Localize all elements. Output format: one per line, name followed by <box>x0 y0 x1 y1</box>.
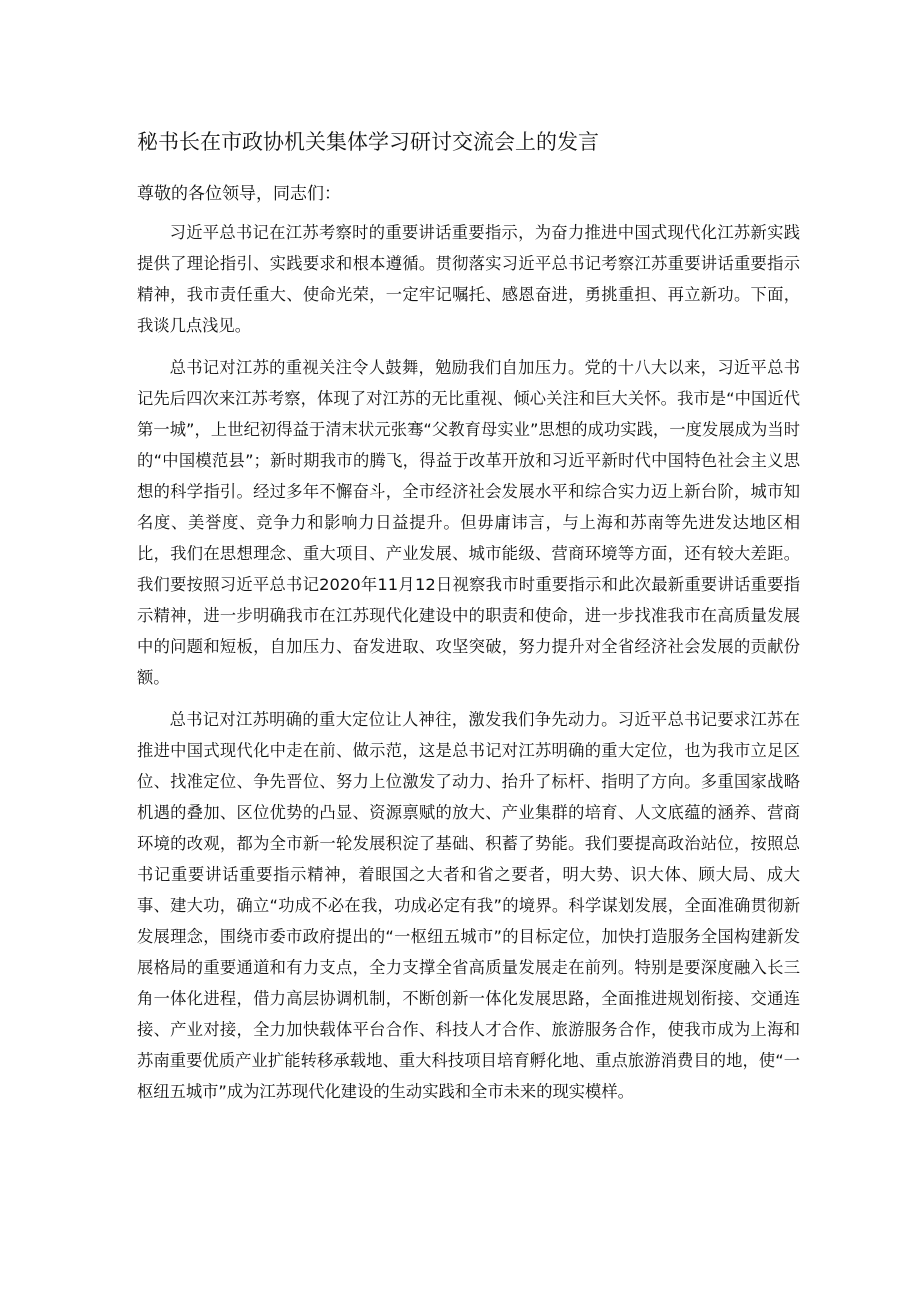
salutation: 尊敬的各位领导，同志们： <box>137 184 341 204</box>
document-title: 秘书长在市政协机关集体学习研讨交流会上的发言 <box>137 130 599 154</box>
paragraph-positioning: 总书记对江苏明确的重大定位让人神往，激发我们争先动力。习近平总书记要求江苏在推进中国式现代化中走在前、做示范，这是总书记对江苏明确的重大定位，也为我市立足区位、找准定位、争先晋位、努力上位激发了动力、抬升了标杆、指明了方向。多重国家战略机遇的叠加、区位优势的凸显、资源禀赋的放大、产业集群的培育、人文底蕴的涵养、营商环境的改观，都为全市新一轮发展积淀了基础、积蓄了势能。我们要提高政治站位，按照总书记重要讲话重要指示精神，着眼国之大者和省之要者，明大势、识大体、顾大局、成大事、建大功，确立“功成不必在我，功成必定有我”的境界。科学谋划发展，全面准确贯彻新发展理念，围绕市委市政府提出的“一枢纽五城市”的目标定位，加快打造服务全国构建新发展格局的重要通道和有力支点，全力支撑全省高质量发展走在前列。特别是要深度融入长三角一体化进程，借力高层协调机制，不断创新一体化发展思路，全面推进规划衔接、交通连接、产业对接，全力加快载体平台合作、科技人才合作、旅游服务合作，使我市成为上海和苏南重要优质产业扩能转移承载地、重大科技项目培育孵化地、重点旅游消费目的地，使“一枢纽五城市”成为江苏现代化建设的生动实践和全市未来的现实模样。 <box>137 710 800 1101</box>
document-body <box>137 217 800 1118</box>
paragraph-intro: 习近平总书记在江苏考察时的重要讲话重要指示，为奋力推进中国式现代化江苏新实践提供了理论指引、实践要求和根本遵循。贯彻落实习近平总书记考察江苏重要讲话重要指示精神，我市责任重大、使命光荣，一定牢记嘱托、感恩奋进，勇挑重担、再立新功。下面，我谈几点浅见。 <box>137 223 800 335</box>
paragraph-attention: 总书记对江苏的重视关注令人鼓舞，勉励我们自加压力。党的十八大以来，习近平总书记先后四次来江苏考察，体现了对江苏的无比重视、倾心关注和巨大关怀。我市是“中国近代第一城”，上世纪初得益于清末状元张骞“父教育母实业”思想的成功实践，一度发展成为当时的“中国模范县”；新时期我市的腾飞，得益于改革开放和习近平新时代中国特色社会主义思想的科学指引。经过多年不懈奋斗，全市经济社会发展水平和综合实力迈上新台阶，城市知名度、美誉度、竞争力和影响力日益提升。但毋庸讳言，与上海和苏南等先进发达地区相比，我们在思想理念、重大项目、产业发展、城市能级、营商环境等方面，还有较大差距。我们要按照习近平总书记2020年11月12日视察我市时重要指示和此次最新重要讲话重要指示精神，进一步明确我市在江苏现代化建设中的职责和使命，进一步找准我市在高质量发展中的问题和短板，自加压力、奋发进取、攻坚突破，努力提升对全省经济社会发展的贡献份额。 <box>137 358 800 687</box>
